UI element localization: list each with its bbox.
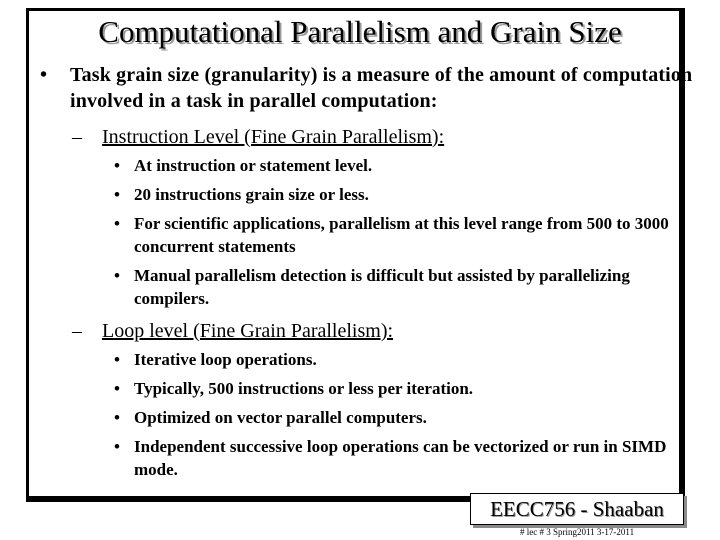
bullet-icon: • (114, 156, 120, 175)
list-item-text: At instruction or statement level. (134, 156, 373, 175)
dash-icon: – (72, 320, 82, 342)
section-heading-text: Instruction Level (Fine Grain Parallelism): (102, 126, 445, 148)
list-item-text: For scientific applications, parallelism at this level range from 500 to 3000 concurrent statements (134, 214, 669, 256)
course-badge-text: EECC756 - Shaaban (490, 497, 664, 521)
bullet-icon: • (40, 64, 48, 86)
list-item-text: Manual parallelism detection is difficult but assisted by parallelizing compilers. (134, 266, 630, 308)
bullet-icon: • (114, 437, 120, 456)
list-item-text: Independent successive loop operations can be vectorized or run in SIMD mode. (134, 437, 667, 479)
slide-footer: # lec # 3 Spring2011 3-17-2011 (520, 527, 635, 537)
course-badge (470, 493, 684, 525)
slide-title: Computational Parallelism and Grain Size (98, 14, 622, 49)
section-heading-text: Loop level (Fine Grain Parallelism): (102, 320, 394, 342)
bullet-icon: • (114, 350, 120, 369)
bullet-icon: • (114, 379, 120, 398)
list-item-text: 20 instructions grain size or less. (134, 185, 369, 204)
bullet-icon: • (114, 214, 120, 233)
bullet-icon: • (114, 266, 120, 285)
bullet-icon: • (114, 185, 120, 204)
bullet-icon: • (114, 408, 120, 427)
dash-icon: – (72, 126, 82, 148)
list-item-text: Typically, 500 instructions or less per iteration. (134, 379, 474, 398)
main-bullet-text: Task grain size (granularity) is a measure of the amount of computation involved in a task in parallel computation: (70, 64, 693, 112)
list-item-text: Iterative loop operations. (134, 350, 317, 369)
list-item-text: Optimized on vector parallel computers. (134, 408, 427, 427)
